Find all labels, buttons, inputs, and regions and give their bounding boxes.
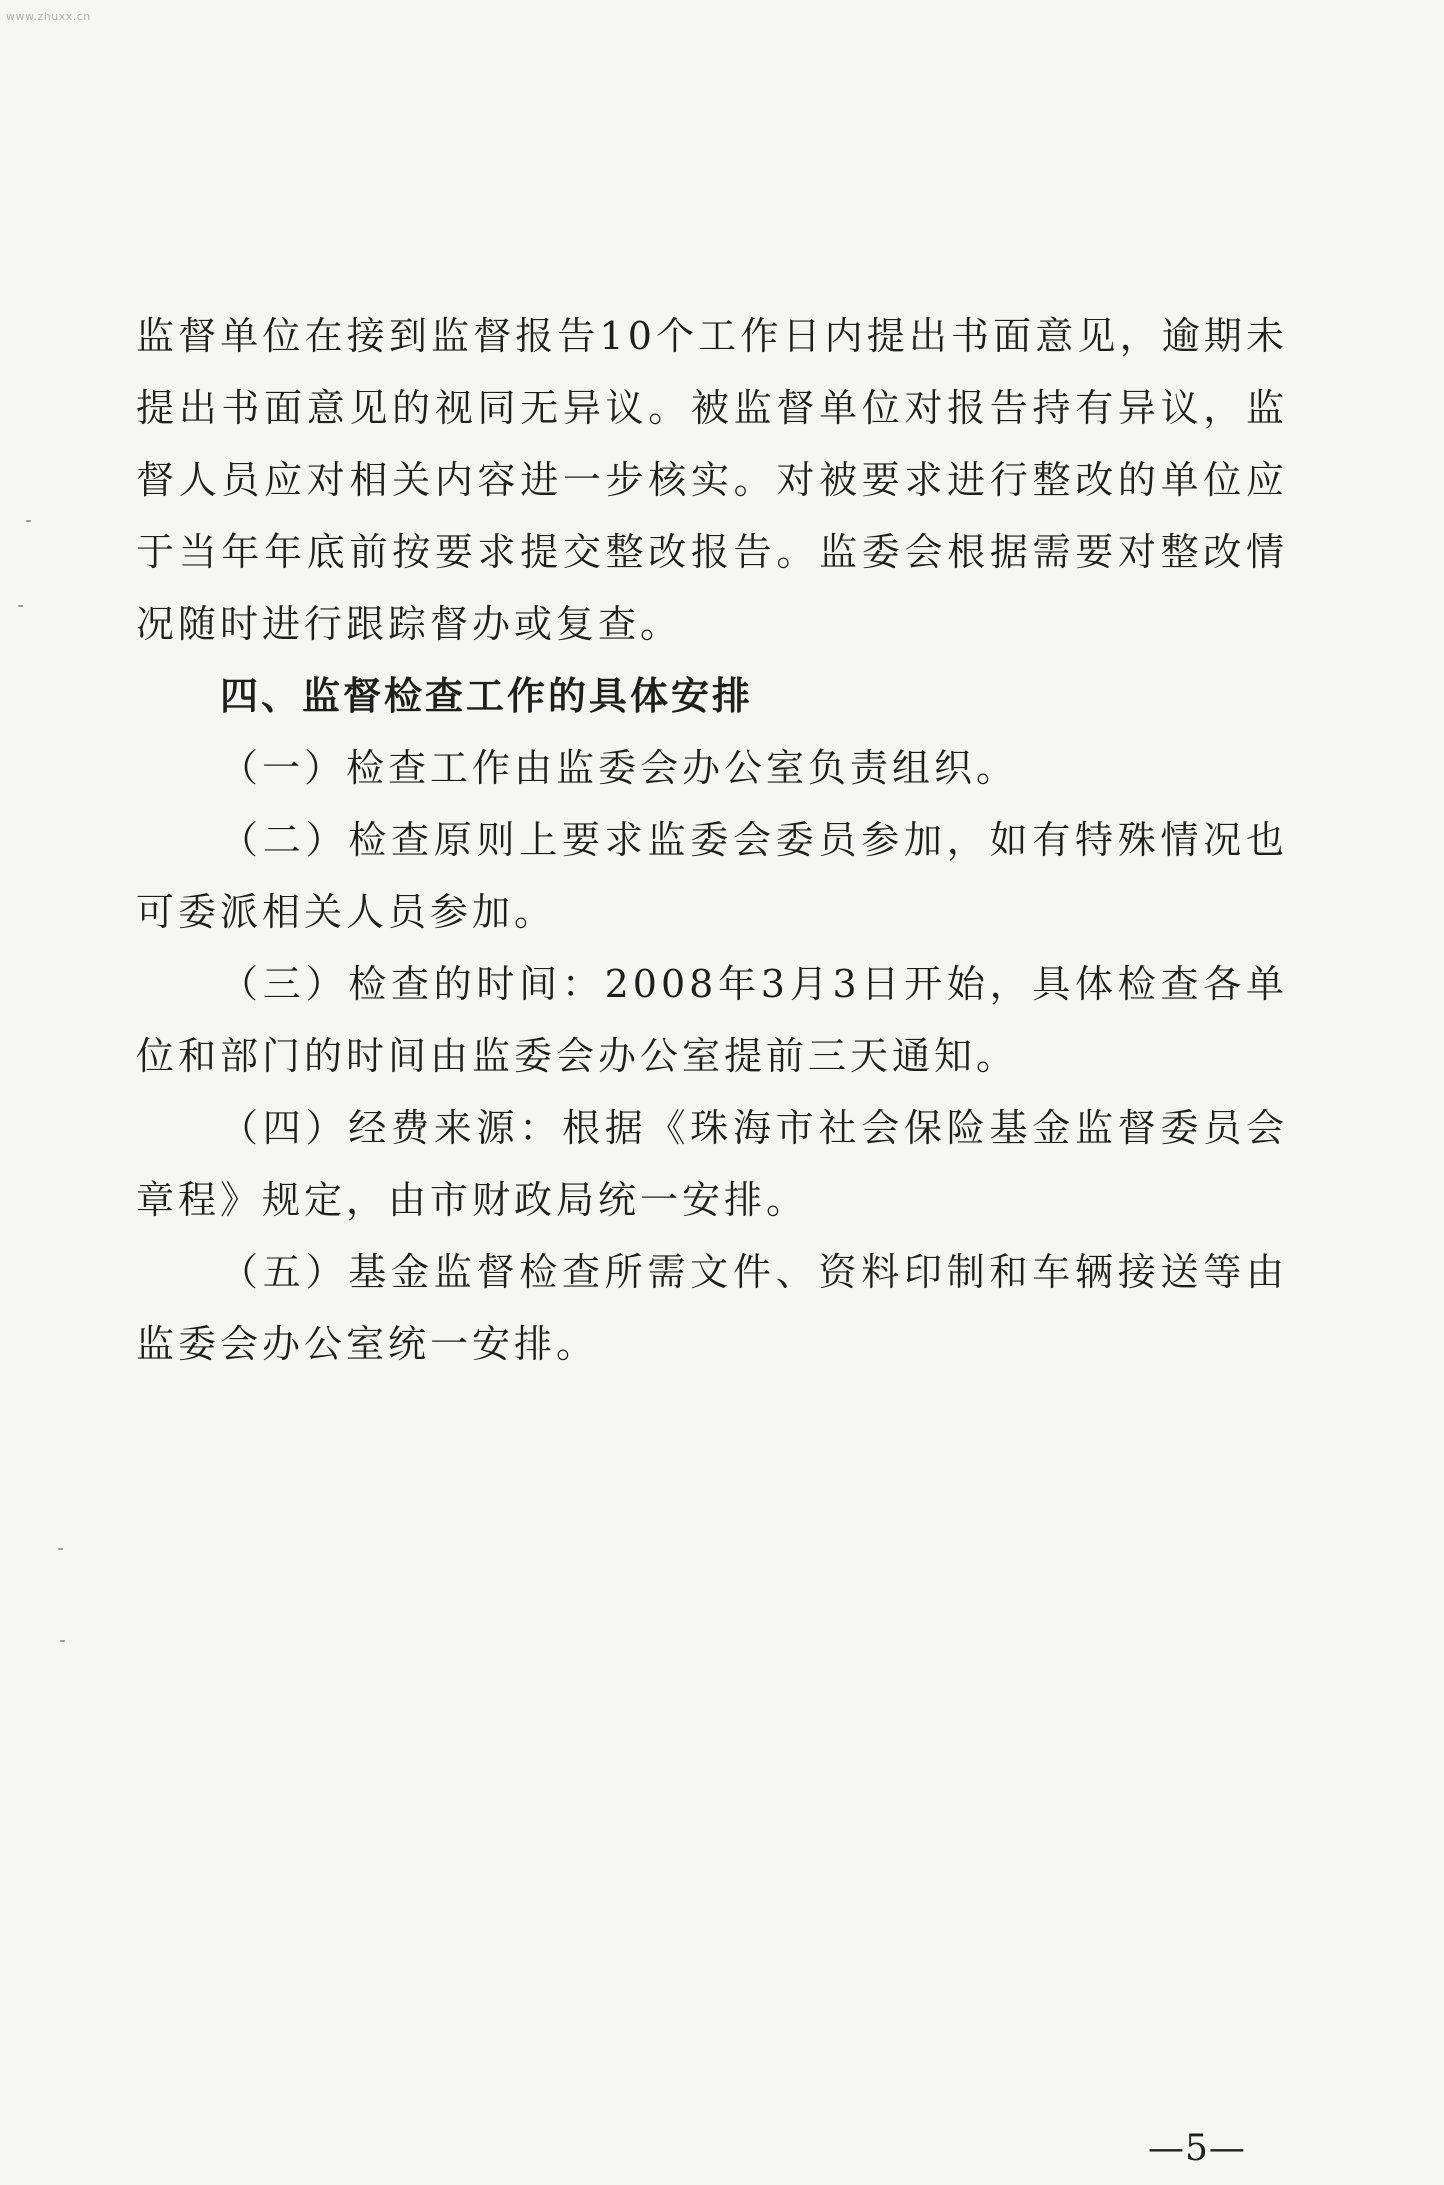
text-line: 提出书面意见的视同无异议。被监督单位对报告持有异议，监 <box>136 386 1288 430</box>
text-line: 位和部门的时间由监委会办公室提前三天通知。 <box>136 1034 1019 1078</box>
text-line: 章程》规定，由市财政局统一安排。 <box>136 1178 809 1222</box>
item-schedule <box>136 948 1288 1092</box>
text-line: 可委派相关人员参加。 <box>136 890 557 934</box>
item-funding <box>136 1092 1288 1236</box>
text-line: 于当年年底前按要求提交整改报告。监委会根据需要对整改情 <box>136 530 1288 574</box>
scan-speck <box>60 1640 65 1642</box>
document-body <box>136 300 1288 1380</box>
paragraph-report-feedback <box>136 300 1288 660</box>
text-line: （五）基金监督检查所需文件、资料印制和车辆接送等由 <box>220 1250 1288 1294</box>
page-number: —5— <box>1148 2128 1246 2169</box>
section-heading: 四、监督检查工作的具体安排 <box>220 674 754 718</box>
text-line: 督人员应对相关内容进一步核实。对被要求进行整改的单位应 <box>136 458 1288 502</box>
text-line: 监委会办公室统一安排。 <box>136 1322 599 1366</box>
item-participants <box>136 804 1288 948</box>
scan-speck <box>26 520 31 522</box>
scan-speck <box>18 605 23 607</box>
text-line: 况随时进行跟踪督办或复查。 <box>136 602 683 646</box>
watermark-text: www.zhuxx.cn <box>6 10 91 23</box>
text-line: （四）经费来源：根据《珠海市社会保险基金监督委员会 <box>220 1106 1288 1150</box>
text-line: 监督单位在接到监督报告10个工作日内提出书面意见，逾期未 <box>136 314 1288 358</box>
item-logistics <box>136 1236 1288 1380</box>
scan-speck <box>58 1548 63 1550</box>
text-line: （三）检查的时间：2008年3月3日开始，具体检查各单 <box>220 962 1288 1006</box>
text-line: （一）检查工作由监委会办公室负责组织。 <box>220 746 1019 790</box>
item-organization <box>136 732 1288 804</box>
text-line: （二）检查原则上要求监委会委员参加，如有特殊情况也 <box>220 818 1288 862</box>
